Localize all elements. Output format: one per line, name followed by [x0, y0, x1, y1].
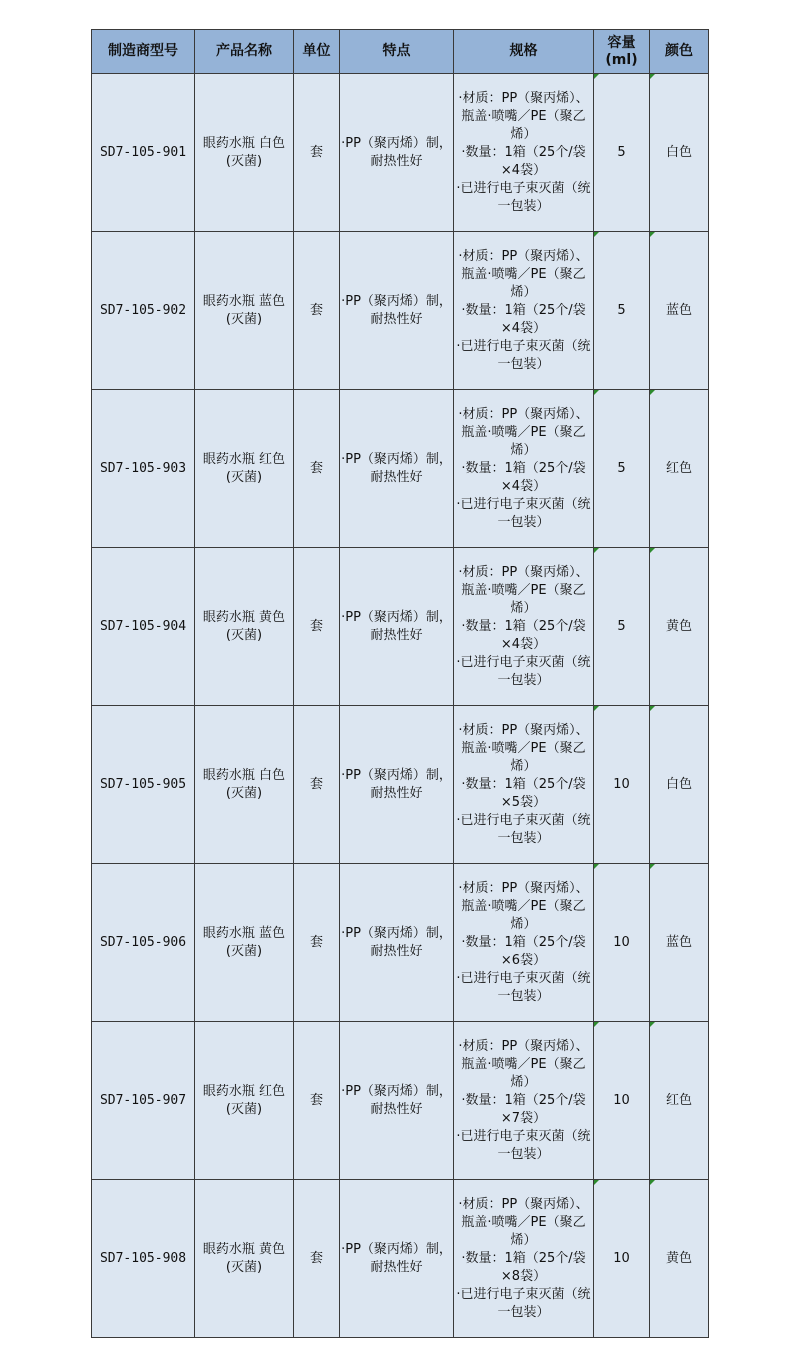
product-name-cell: 眼药水瓶 白色(灭菌) — [195, 74, 294, 232]
spec-cell — [454, 1180, 594, 1338]
spec-cell — [454, 706, 594, 864]
spec-line: ·数量：1箱（25个/袋×8袋） — [461, 1250, 586, 1284]
spec-cell — [454, 390, 594, 548]
model-number-cell: SD7-105-908 — [92, 1180, 195, 1338]
unit-cell: 套 — [294, 232, 340, 390]
spec-line: ·数量：1箱（25个/袋×4袋） — [461, 302, 586, 336]
spec-line: ·材质：PP（聚丙烯）、瓶盖·喷嘴／PE（聚乙烯） — [458, 406, 589, 458]
capacity-cell: 10 — [594, 864, 650, 1022]
spec-cell — [454, 864, 594, 1022]
capacity-cell: 10 — [594, 1180, 650, 1338]
spec-cell — [454, 548, 594, 706]
spec-line: ·已进行电子束灭菌（统一包装） — [456, 970, 591, 1004]
feature-cell: ·PP（聚丙烯）制，耐热性好 — [340, 390, 454, 548]
color-cell: 白色 — [650, 706, 709, 864]
table-row — [92, 74, 709, 232]
model-number-cell: SD7-105-907 — [92, 1022, 195, 1180]
feature-cell: ·PP（聚丙烯）制，耐热性好 — [340, 1022, 454, 1180]
header-capacity-line2: (ml) — [605, 51, 638, 68]
unit-cell: 套 — [294, 74, 340, 232]
spec-line: ·已进行电子束灭菌（统一包装） — [456, 1128, 591, 1162]
table-row — [92, 548, 709, 706]
product-name-cell: 眼药水瓶 黄色(灭菌) — [195, 548, 294, 706]
capacity-cell: 5 — [594, 548, 650, 706]
spec-cell — [454, 232, 594, 390]
capacity-cell: 5 — [594, 390, 650, 548]
spec-line: ·已进行电子束灭菌（统一包装） — [456, 654, 591, 688]
unit-cell: 套 — [294, 864, 340, 1022]
model-number-cell: SD7-105-903 — [92, 390, 195, 548]
header-color: 颜色 — [650, 30, 709, 74]
header-model: 制造商型号 — [92, 30, 195, 74]
color-cell: 蓝色 — [650, 232, 709, 390]
spec-line: ·材质：PP（聚丙烯）、瓶盖·喷嘴／PE（聚乙烯） — [458, 880, 589, 932]
spec-line: ·数量：1箱（25个/袋×5袋） — [461, 776, 586, 810]
header-unit: 单位 — [294, 30, 340, 74]
unit-cell: 套 — [294, 548, 340, 706]
color-cell: 蓝色 — [650, 864, 709, 1022]
capacity-cell: 5 — [594, 74, 650, 232]
capacity-cell: 10 — [594, 706, 650, 864]
feature-cell: ·PP（聚丙烯）制，耐热性好 — [340, 864, 454, 1022]
spec-line: ·材质：PP（聚丙烯）、瓶盖·喷嘴／PE（聚乙烯） — [458, 248, 589, 300]
header-name: 产品名称 — [195, 30, 294, 74]
spec-line: ·材质：PP（聚丙烯）、瓶盖·喷嘴／PE（聚乙烯） — [458, 90, 589, 142]
header-capacity-line1: 容量 — [607, 34, 636, 51]
product-name-cell: 眼药水瓶 白色(灭菌) — [195, 706, 294, 864]
product-name-cell: 眼药水瓶 黄色(灭菌) — [195, 1180, 294, 1338]
spec-line: ·数量：1箱（25个/袋×7袋） — [461, 1092, 586, 1126]
capacity-cell: 5 — [594, 232, 650, 390]
header-spec: 规格 — [454, 30, 594, 74]
model-number-cell: SD7-105-906 — [92, 864, 195, 1022]
unit-cell: 套 — [294, 1022, 340, 1180]
spec-line: ·数量：1箱（25个/袋×4袋） — [461, 618, 586, 652]
header-feature: 特点 — [340, 30, 454, 74]
spec-line: ·材质：PP（聚丙烯）、瓶盖·喷嘴／PE（聚乙烯） — [458, 1196, 589, 1248]
unit-cell: 套 — [294, 390, 340, 548]
capacity-cell: 10 — [594, 1022, 650, 1180]
model-number-cell: SD7-105-905 — [92, 706, 195, 864]
product-spec-table — [91, 29, 709, 1338]
model-number-cell: SD7-105-904 — [92, 548, 195, 706]
color-cell: 红色 — [650, 1022, 709, 1180]
feature-cell: ·PP（聚丙烯）制，耐热性好 — [340, 548, 454, 706]
table-header — [92, 30, 709, 74]
spec-line: ·已进行电子束灭菌（统一包装） — [456, 338, 591, 372]
spec-line: ·已进行电子束灭菌（统一包装） — [456, 180, 591, 214]
spec-line: ·已进行电子束灭菌（统一包装） — [456, 812, 591, 846]
spec-cell — [454, 1022, 594, 1180]
feature-cell: ·PP（聚丙烯）制，耐热性好 — [340, 74, 454, 232]
product-name-cell: 眼药水瓶 蓝色(灭菌) — [195, 864, 294, 1022]
spec-cell — [454, 74, 594, 232]
table-row — [92, 390, 709, 548]
spec-line: ·材质：PP（聚丙烯）、瓶盖·喷嘴／PE（聚乙烯） — [458, 564, 589, 616]
feature-cell: ·PP（聚丙烯）制，耐热性好 — [340, 1180, 454, 1338]
spec-line: ·数量：1箱（25个/袋×4袋） — [461, 460, 586, 494]
table-row — [92, 706, 709, 864]
product-name-cell: 眼药水瓶 红色(灭菌) — [195, 390, 294, 548]
table-body — [92, 74, 709, 1338]
unit-cell: 套 — [294, 706, 340, 864]
product-name-cell: 眼药水瓶 蓝色(灭菌) — [195, 232, 294, 390]
spec-line: ·材质：PP（聚丙烯）、瓶盖·喷嘴／PE（聚乙烯） — [458, 722, 589, 774]
spec-line: ·数量：1箱（25个/袋×4袋） — [461, 144, 586, 178]
spec-line: ·已进行电子束灭菌（统一包装） — [456, 1286, 591, 1320]
color-cell: 红色 — [650, 390, 709, 548]
unit-cell: 套 — [294, 1180, 340, 1338]
header-row — [92, 30, 709, 74]
header-capacity — [594, 30, 650, 74]
product-name-cell: 眼药水瓶 红色(灭菌) — [195, 1022, 294, 1180]
table-row — [92, 232, 709, 390]
color-cell: 黄色 — [650, 548, 709, 706]
model-number-cell: SD7-105-901 — [92, 74, 195, 232]
color-cell: 黄色 — [650, 1180, 709, 1338]
model-number-cell: SD7-105-902 — [92, 232, 195, 390]
table-row — [92, 1022, 709, 1180]
feature-cell: ·PP（聚丙烯）制，耐热性好 — [340, 232, 454, 390]
feature-cell: ·PP（聚丙烯）制，耐热性好 — [340, 706, 454, 864]
table-row — [92, 864, 709, 1022]
spec-line: ·数量：1箱（25个/袋×6袋） — [461, 934, 586, 968]
spec-line: ·已进行电子束灭菌（统一包装） — [456, 496, 591, 530]
spec-line: ·材质：PP（聚丙烯）、瓶盖·喷嘴／PE（聚乙烯） — [458, 1038, 589, 1090]
table-row — [92, 1180, 709, 1338]
color-cell: 白色 — [650, 74, 709, 232]
